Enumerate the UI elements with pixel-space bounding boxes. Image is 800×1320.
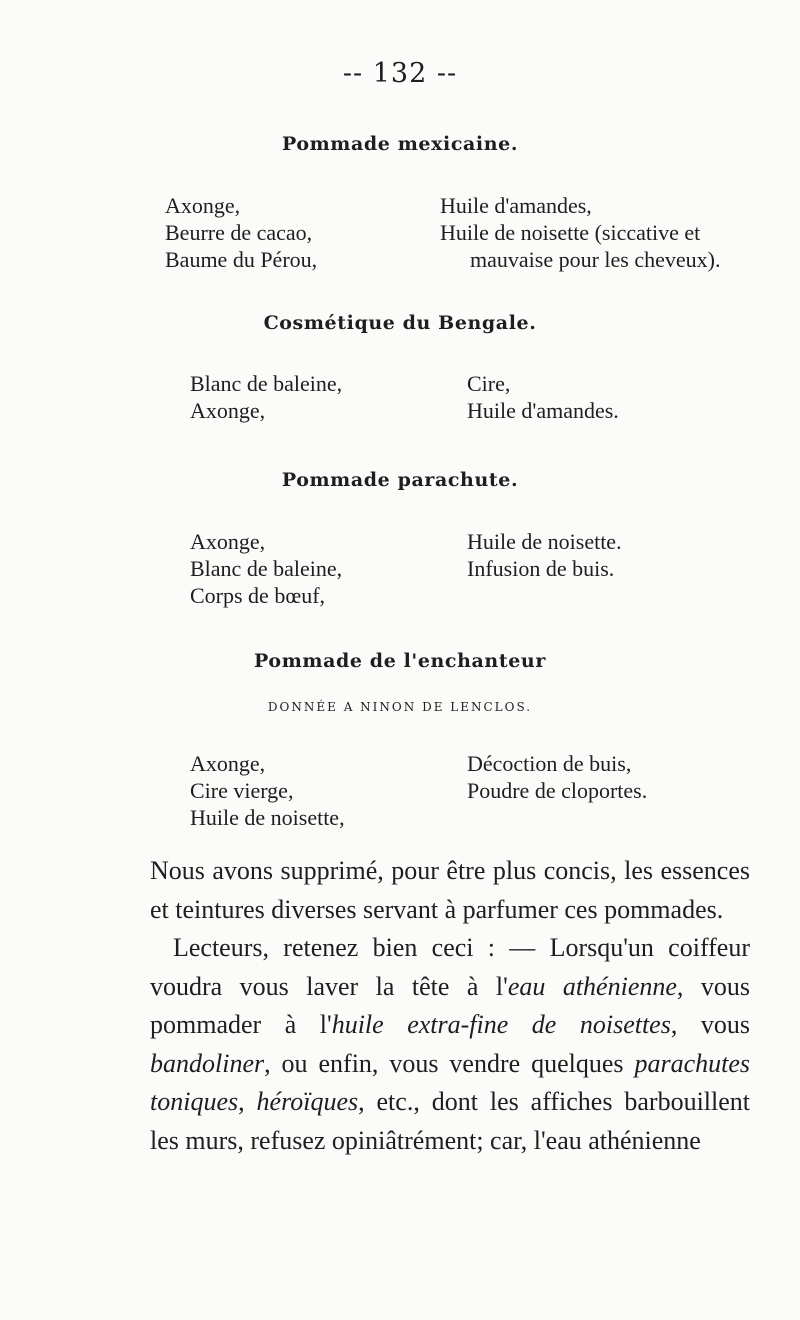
ingredient-continuation: mauvaise pour les cheveux). [470, 247, 721, 272]
ingredient: Cire vierge, [190, 778, 294, 803]
recipe-title-pommade-parachute: Pommade parachute. [281, 469, 519, 491]
text-run: Lecteurs, retenez bien ceci : — Lorsqu'un coiffeur voudra vous laver la tête à l' [150, 933, 750, 1001]
italic-text: bandoliner [150, 1048, 265, 1078]
text-run: , etc., dont les affiches barbouillent les murs, refusez opiniâtrément; car, l'eau athénienne [150, 1087, 751, 1155]
italic-text: huile extra-fine de noisettes [331, 1010, 671, 1039]
ingredient: Baume du Pérou, [165, 247, 318, 272]
ingredient: Poudre de cloportes. [467, 778, 648, 803]
body-text [150, 852, 750, 1160]
text-run: , vous pommader à l' [150, 971, 750, 1039]
ingredient: Corps de bœuf, [190, 583, 326, 608]
text-run: , [238, 1087, 257, 1116]
paragraph [150, 929, 750, 1160]
italic-text: eau athénienne [507, 971, 677, 1001]
recipe-title-pommade-mexicaine: Pommade mexicaine. [281, 133, 519, 155]
paragraph: Nous avons supprimé, pour être plus concis, les essences et teintures diverses servant à parfumer ces pommades. [150, 856, 750, 924]
text-run: , vous [670, 1010, 750, 1039]
ingredient: Axonge, [190, 398, 266, 423]
recipe-ingredients-left [190, 750, 345, 831]
recipe-ingredients-left [190, 370, 342, 424]
recipe-ingredients-right [467, 528, 622, 582]
italic-text: héroïques [256, 1087, 359, 1116]
ingredient: Huile d'amandes. [467, 398, 619, 423]
ingredient: Blanc de baleine, [190, 371, 343, 396]
text-run: , ou enfin, vous vendre quelques [264, 1048, 635, 1078]
ingredient: Axonge, [165, 193, 241, 218]
ingredient: Blanc de baleine, [190, 556, 343, 581]
italic-text: parachutes toniques [150, 1048, 750, 1116]
ingredient: Axonge, [190, 529, 266, 554]
recipe-ingredients-left [190, 528, 342, 609]
ingredient: Huile d'amandes, [440, 193, 592, 218]
recipe-ingredients-right [440, 192, 720, 273]
ingredient: Axonge, [190, 751, 266, 776]
recipe-subtitle: DONNÉE A NINON DE LENCLOS. [267, 700, 533, 714]
recipe-title-pommade-de-l-enchanteur: Pommade de l'enchanteur [254, 650, 546, 672]
ingredient: Infusion de buis. [467, 556, 615, 581]
recipe-ingredients-right [467, 750, 647, 804]
ingredient: Cire, [467, 371, 511, 396]
ingredient: Huile de noisette, [190, 805, 345, 830]
page-number: -- 132 -- [342, 58, 458, 89]
ingredient: Beurre de cacao, [165, 220, 313, 245]
ingredient: Huile de noisette (siccative et [440, 220, 701, 245]
recipe-ingredients-right [467, 370, 619, 424]
recipe-ingredients-left [165, 192, 317, 273]
recipe-title-cosmetique-du-bengale: Cosmétique du Bengale. [263, 312, 537, 334]
ingredient: Huile de noisette. [467, 529, 622, 554]
ingredient: Décoction de buis, [467, 751, 632, 776]
